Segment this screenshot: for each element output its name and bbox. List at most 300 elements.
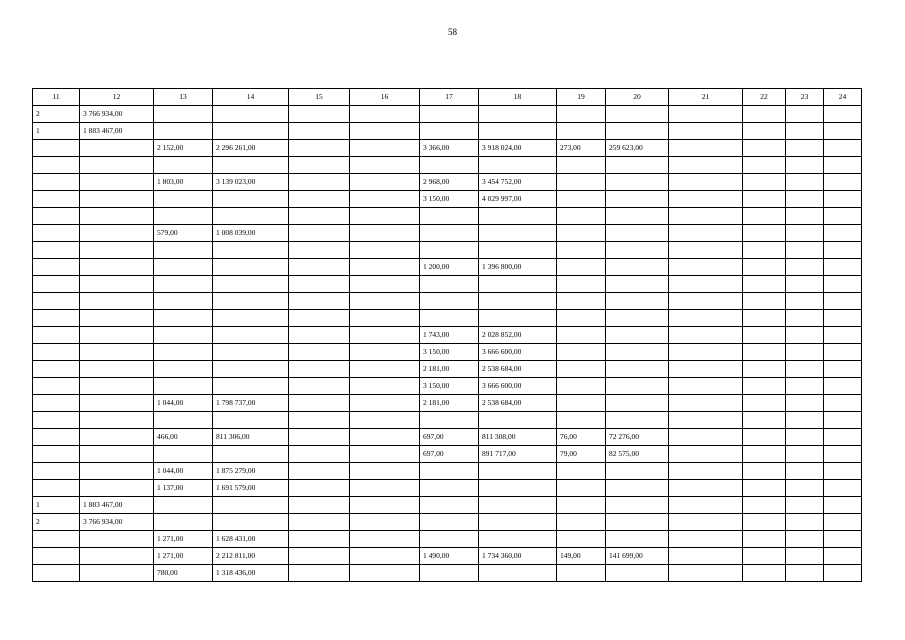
table-row: [33, 548, 862, 565]
table-cell: [824, 276, 862, 293]
table-cell: 1: [33, 497, 80, 514]
table-cell: 3 150,00: [420, 344, 479, 361]
page-number: 58: [448, 27, 457, 37]
table-cell: [824, 123, 862, 140]
table-cell: [80, 174, 154, 191]
table-cell: [743, 293, 786, 310]
table-cell: [669, 157, 743, 174]
table-cell: [33, 140, 80, 157]
table-cell: [479, 531, 557, 548]
table-cell: [479, 514, 557, 531]
table-cell: [289, 395, 350, 412]
table-cell: [213, 514, 289, 531]
table-cell: [154, 242, 213, 259]
table-cell: [154, 106, 213, 123]
table-cell: 149,00: [557, 548, 606, 565]
table-cell: [606, 242, 669, 259]
table-cell: [80, 191, 154, 208]
table-cell: [420, 514, 479, 531]
table-cell: [824, 463, 862, 480]
column-header: 16: [350, 89, 420, 106]
table-cell: [557, 395, 606, 412]
table-cell: [786, 208, 824, 225]
table-cell: [743, 225, 786, 242]
column-header: 14: [213, 89, 289, 106]
table-cell: [743, 174, 786, 191]
column-header: 24: [824, 89, 862, 106]
table-cell: [824, 259, 862, 276]
table-cell: 3 666 600,00: [479, 378, 557, 395]
table-cell: [606, 531, 669, 548]
table-cell: [669, 140, 743, 157]
table-cell: [154, 378, 213, 395]
table-cell: [669, 344, 743, 361]
table-cell: [669, 327, 743, 344]
table-cell: [289, 157, 350, 174]
table-cell: [350, 191, 420, 208]
table-cell: [557, 123, 606, 140]
table-cell: [289, 446, 350, 463]
table-cell: 141 699,00: [606, 548, 669, 565]
table-cell: [80, 565, 154, 582]
table-cell: 82 575,00: [606, 446, 669, 463]
table-cell: [350, 106, 420, 123]
table-cell: [80, 378, 154, 395]
table-cell: [743, 463, 786, 480]
table-cell: 2 538 684,00: [479, 395, 557, 412]
table-cell: 3 150,00: [420, 191, 479, 208]
table-cell: [824, 293, 862, 310]
table-cell: 1 200,00: [420, 259, 479, 276]
table-cell: [289, 412, 350, 429]
table-cell: [669, 123, 743, 140]
table-cell: [213, 191, 289, 208]
table-cell: [824, 395, 862, 412]
table-cell: 1 137,00: [154, 480, 213, 497]
table-cell: [289, 225, 350, 242]
table-cell: 76,00: [557, 429, 606, 446]
table-cell: [213, 412, 289, 429]
table-cell: 811 308,00: [479, 429, 557, 446]
table-cell: [420, 463, 479, 480]
column-header: 22: [743, 89, 786, 106]
table-cell: [479, 293, 557, 310]
table-cell: [824, 327, 862, 344]
table-cell: [606, 514, 669, 531]
table-body: [33, 106, 862, 582]
table-cell: [824, 497, 862, 514]
table-cell: [669, 463, 743, 480]
table-cell: [557, 174, 606, 191]
table-cell: [669, 106, 743, 123]
table-cell: [824, 140, 862, 157]
table-row: [33, 157, 862, 174]
table-cell: [33, 327, 80, 344]
table-cell: [479, 157, 557, 174]
table-cell: [350, 293, 420, 310]
table-cell: [743, 106, 786, 123]
table-cell: [289, 378, 350, 395]
table-cell: [33, 480, 80, 497]
table-row: [33, 106, 862, 123]
table-cell: [743, 412, 786, 429]
table-cell: [80, 310, 154, 327]
table-cell: [33, 191, 80, 208]
table-cell: [786, 225, 824, 242]
table-cell: [80, 463, 154, 480]
table-cell: [786, 361, 824, 378]
table-cell: 3 139 023,00: [213, 174, 289, 191]
table-cell: [289, 242, 350, 259]
table-cell: [213, 259, 289, 276]
table-cell: [289, 344, 350, 361]
table-row: [33, 327, 862, 344]
table-cell: [80, 225, 154, 242]
table-cell: [669, 242, 743, 259]
table-cell: [80, 293, 154, 310]
table-cell: [557, 531, 606, 548]
column-header: 19: [557, 89, 606, 106]
table-cell: [420, 480, 479, 497]
table-cell: [479, 106, 557, 123]
table-cell: [606, 497, 669, 514]
table-cell: 259 623,00: [606, 140, 669, 157]
table-cell: [154, 361, 213, 378]
table-cell: [786, 157, 824, 174]
table-cell: [213, 242, 289, 259]
table-cell: [669, 565, 743, 582]
table-cell: [824, 378, 862, 395]
table-cell: [786, 259, 824, 276]
table-cell: [350, 140, 420, 157]
table-cell: [350, 514, 420, 531]
table-cell: [420, 106, 479, 123]
table-cell: [350, 174, 420, 191]
table-cell: 466,00: [154, 429, 213, 446]
table-row: [33, 463, 862, 480]
table-cell: 1 490,00: [420, 548, 479, 565]
table-cell: [557, 106, 606, 123]
table-cell: [350, 208, 420, 225]
table-cell: 780,00: [154, 565, 213, 582]
table-cell: [289, 531, 350, 548]
table-cell: [786, 412, 824, 429]
table-cell: [479, 276, 557, 293]
table-cell: [350, 310, 420, 327]
table-cell: [289, 361, 350, 378]
table-row: [33, 225, 862, 242]
column-header: 18: [479, 89, 557, 106]
table-cell: [289, 497, 350, 514]
table-row: [33, 446, 862, 463]
table-cell: [213, 327, 289, 344]
table-cell: 1 734 360,00: [479, 548, 557, 565]
table-cell: [786, 276, 824, 293]
table-cell: [420, 242, 479, 259]
table-cell: [669, 191, 743, 208]
table-cell: [479, 242, 557, 259]
table-cell: [786, 191, 824, 208]
table-cell: [606, 123, 669, 140]
table-cell: [289, 140, 350, 157]
table-cell: [420, 276, 479, 293]
table-cell: [557, 361, 606, 378]
table-cell: [154, 276, 213, 293]
table-cell: 1 628 431,00: [213, 531, 289, 548]
table-cell: [33, 174, 80, 191]
table-cell: [824, 565, 862, 582]
table-cell: [557, 327, 606, 344]
table-cell: 3 366,00: [420, 140, 479, 157]
table-row: [33, 514, 862, 531]
table-cell: 1: [33, 123, 80, 140]
table-cell: [350, 480, 420, 497]
table-cell: [606, 395, 669, 412]
table-cell: [743, 157, 786, 174]
table-cell: 1 691 579,00: [213, 480, 289, 497]
table-cell: 1 875 279,00: [213, 463, 289, 480]
table-cell: [669, 361, 743, 378]
table-cell: 1 883 467,00: [80, 123, 154, 140]
table-cell: [350, 565, 420, 582]
table-cell: [786, 140, 824, 157]
table-row: [33, 310, 862, 327]
table-cell: [786, 395, 824, 412]
table-cell: 3 666 600,00: [479, 344, 557, 361]
table-cell: [669, 225, 743, 242]
table-cell: [786, 514, 824, 531]
table-cell: [479, 463, 557, 480]
table-cell: [289, 310, 350, 327]
table-cell: [80, 531, 154, 548]
table-cell: [824, 310, 862, 327]
table-cell: 2 538 684,00: [479, 361, 557, 378]
table-cell: [786, 174, 824, 191]
table-cell: [669, 174, 743, 191]
table-cell: [557, 514, 606, 531]
table-cell: [743, 310, 786, 327]
table-cell: 2 968,00: [420, 174, 479, 191]
table-row: [33, 140, 862, 157]
table-row: [33, 123, 862, 140]
table-cell: [557, 208, 606, 225]
table-cell: [606, 225, 669, 242]
table-cell: [420, 531, 479, 548]
table-cell: 3 150,00: [420, 378, 479, 395]
table-cell: [154, 157, 213, 174]
column-header: 17: [420, 89, 479, 106]
table-cell: [743, 565, 786, 582]
table-cell: [606, 259, 669, 276]
table-cell: 3 918 024,00: [479, 140, 557, 157]
column-header: 21: [669, 89, 743, 106]
table-cell: [669, 548, 743, 565]
table-cell: [289, 276, 350, 293]
table-cell: [743, 497, 786, 514]
table-cell: [743, 446, 786, 463]
table-cell: [154, 208, 213, 225]
table-cell: [350, 463, 420, 480]
table-cell: [213, 106, 289, 123]
table-cell: [786, 548, 824, 565]
table-cell: [154, 310, 213, 327]
table-cell: [213, 344, 289, 361]
table-cell: [213, 497, 289, 514]
table-cell: [289, 123, 350, 140]
table-cell: [33, 276, 80, 293]
table-cell: [33, 310, 80, 327]
table-cell: [743, 548, 786, 565]
table-cell: [289, 548, 350, 565]
table-cell: [154, 514, 213, 531]
table-cell: [350, 344, 420, 361]
table-cell: [669, 259, 743, 276]
table-cell: [33, 395, 80, 412]
table-cell: [606, 412, 669, 429]
table-cell: [824, 446, 862, 463]
table-cell: [669, 395, 743, 412]
table-cell: [154, 123, 213, 140]
table-cell: [350, 242, 420, 259]
table-cell: [824, 344, 862, 361]
table-row: [33, 412, 862, 429]
table-cell: [557, 276, 606, 293]
table-cell: [33, 293, 80, 310]
table-cell: [420, 310, 479, 327]
table-cell: [33, 548, 80, 565]
table-cell: 2 181,00: [420, 361, 479, 378]
table-cell: [557, 191, 606, 208]
table-cell: [289, 259, 350, 276]
table-cell: [786, 378, 824, 395]
table-cell: [350, 395, 420, 412]
table-cell: [80, 395, 154, 412]
table-cell: [669, 480, 743, 497]
table-cell: [33, 412, 80, 429]
table-cell: [350, 531, 420, 548]
table-cell: 2 028 852,00: [479, 327, 557, 344]
table-cell: [80, 548, 154, 565]
table-cell: 1 271,00: [154, 548, 213, 565]
table-cell: 1 743,00: [420, 327, 479, 344]
table-cell: [213, 276, 289, 293]
table-cell: [420, 123, 479, 140]
table-cell: [786, 293, 824, 310]
table-cell: [606, 208, 669, 225]
table-cell: [80, 208, 154, 225]
table-cell: [824, 225, 862, 242]
table-cell: [557, 293, 606, 310]
table-cell: [33, 208, 80, 225]
table-cell: [154, 412, 213, 429]
table-row: [33, 344, 862, 361]
table-cell: [743, 259, 786, 276]
table-cell: [786, 106, 824, 123]
table-row: [33, 531, 862, 548]
table-cell: [557, 259, 606, 276]
table-cell: 2 181,00: [420, 395, 479, 412]
table-row: [33, 259, 862, 276]
table-cell: [606, 191, 669, 208]
table-cell: [33, 242, 80, 259]
table-cell: [154, 293, 213, 310]
table-cell: [743, 514, 786, 531]
table-cell: 273,00: [557, 140, 606, 157]
table-cell: [350, 225, 420, 242]
table-cell: [786, 242, 824, 259]
table-cell: [824, 242, 862, 259]
table-cell: [289, 565, 350, 582]
table-cell: [743, 429, 786, 446]
table-row: [33, 276, 862, 293]
table-row: [33, 497, 862, 514]
table-cell: [289, 463, 350, 480]
table-cell: [289, 327, 350, 344]
table-cell: [213, 446, 289, 463]
table-cell: [33, 429, 80, 446]
table-cell: [80, 446, 154, 463]
table-cell: [80, 327, 154, 344]
table-cell: [606, 565, 669, 582]
table-cell: [33, 157, 80, 174]
table-cell: 2 296 261,00: [213, 140, 289, 157]
table-cell: [154, 191, 213, 208]
table-cell: [557, 157, 606, 174]
table-cell: [289, 429, 350, 446]
table-cell: [743, 327, 786, 344]
table-cell: [824, 208, 862, 225]
table-cell: 697,00: [420, 446, 479, 463]
table-cell: [786, 463, 824, 480]
table-cell: [824, 429, 862, 446]
table-cell: [479, 565, 557, 582]
table-cell: [479, 310, 557, 327]
table-cell: [786, 310, 824, 327]
table-cell: [420, 565, 479, 582]
table-cell: 1 044,00: [154, 463, 213, 480]
table-cell: [557, 565, 606, 582]
table-cell: [606, 106, 669, 123]
table-row: [33, 174, 862, 191]
column-header: 15: [289, 89, 350, 106]
table-cell: [350, 429, 420, 446]
table-cell: [33, 446, 80, 463]
table-cell: [33, 259, 80, 276]
table-cell: [80, 259, 154, 276]
table-cell: [743, 395, 786, 412]
table-header: [33, 89, 862, 106]
table-cell: [350, 157, 420, 174]
table-cell: [743, 242, 786, 259]
table-cell: [557, 378, 606, 395]
table-row: [33, 242, 862, 259]
table-cell: [824, 174, 862, 191]
table-cell: [606, 378, 669, 395]
table-cell: [420, 208, 479, 225]
table-cell: [557, 310, 606, 327]
table-cell: [669, 378, 743, 395]
table-cell: [669, 446, 743, 463]
table-cell: [289, 191, 350, 208]
table-cell: [743, 361, 786, 378]
table-row: [33, 395, 862, 412]
table-cell: [350, 123, 420, 140]
table-cell: [80, 412, 154, 429]
table-cell: [824, 531, 862, 548]
table-cell: 2 212 811,00: [213, 548, 289, 565]
table-row: [33, 480, 862, 497]
table-cell: 2: [33, 514, 80, 531]
